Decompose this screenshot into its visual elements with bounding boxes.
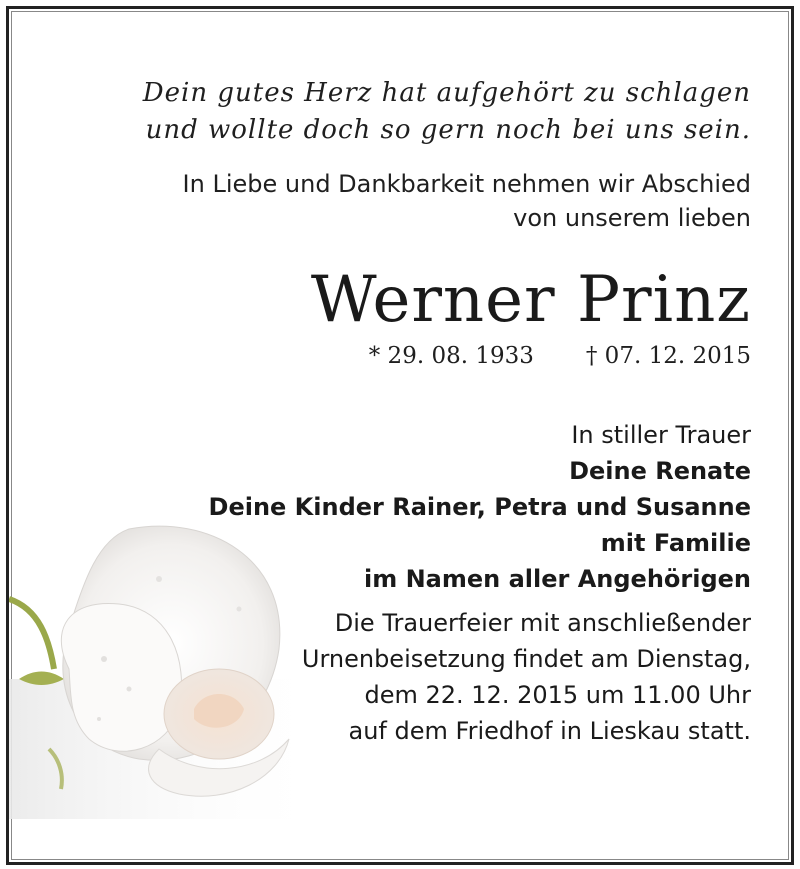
memorial-verse — [51, 75, 751, 149]
farewell-intro — [51, 167, 751, 235]
deceased-name: Werner Prinz — [310, 263, 751, 337]
verse-line: Dein gutes Herz hat aufgehört zu schlagen — [142, 78, 751, 108]
mourner-line: Deine Kinder Rainer, Petra und Susanne — [208, 493, 751, 521]
mourners-block — [51, 417, 751, 597]
life-dates — [51, 341, 751, 371]
ceremony-info — [51, 605, 751, 749]
obituary-text — [51, 9, 751, 749]
death-date: † 07. 12. 2015 — [585, 343, 751, 369]
mourner-line: Deine Renate — [569, 457, 751, 485]
intro-line: von unserem lieben — [513, 204, 751, 232]
mourner-line: mit Familie — [600, 529, 751, 557]
ceremony-line: auf dem Friedhof in Lieskau statt. — [348, 717, 751, 745]
obituary-frame — [6, 6, 794, 865]
intro-line: In Liebe und Dankbarkeit nehmen wir Abschied — [182, 170, 751, 198]
verse-line: und wollte doch so gern noch bei uns sein. — [145, 115, 751, 145]
ceremony-line: dem 22. 12. 2015 um 11.00 Uhr — [364, 681, 751, 709]
mourners-intro: In stiller Trauer — [571, 421, 751, 449]
birth-date: * 29. 08. 1933 — [368, 343, 534, 369]
mourner-line: im Namen aller Angehörigen — [363, 565, 751, 593]
ceremony-line: Urnenbeisetzung findet am Dienstag, — [301, 645, 751, 673]
ceremony-line: Die Trauerfeier mit anschließender — [334, 609, 751, 637]
